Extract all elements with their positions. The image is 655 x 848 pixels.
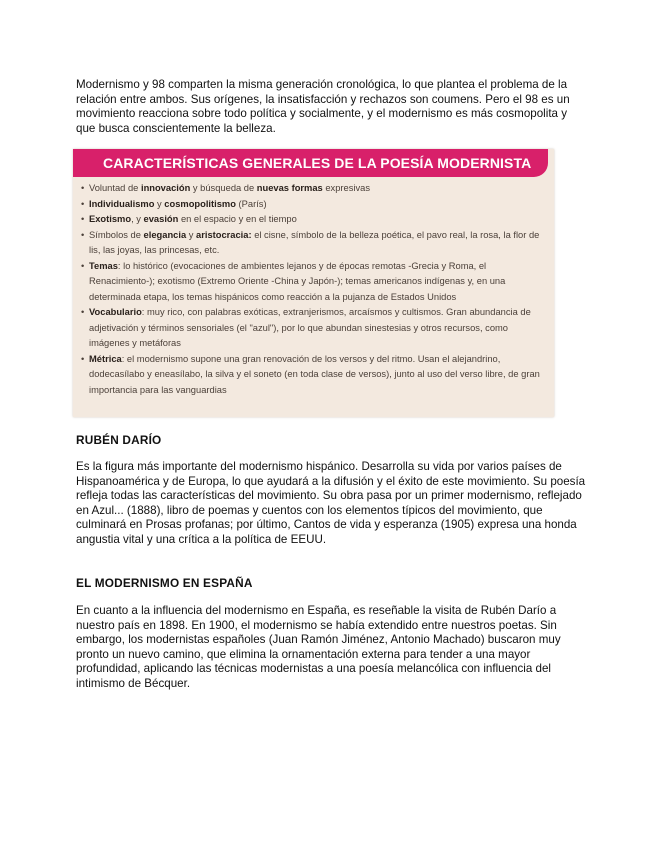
list-item bbox=[81, 181, 544, 197]
item-bold: nuevas formas bbox=[256, 183, 323, 193]
item-bold: Vocabulario bbox=[89, 307, 142, 317]
bullet-icon: • bbox=[81, 183, 85, 193]
list-item bbox=[81, 228, 544, 259]
item-text: : el modernismo supone una gran renovación de los versos y del ritmo. Usan el alejandrino, dodecasílabo y eneasílabo, la silva y el soneto (en toda clase de versos), junto al uso del verso libre, de gran importancia para las vanguardias bbox=[89, 353, 540, 395]
characteristics-box-title: CARACTERÍSTICAS GENERALES DE LA POESÍA MODERNISTA bbox=[73, 149, 548, 177]
item-text: y bbox=[186, 229, 197, 240]
list-item bbox=[81, 352, 544, 399]
item-text: : lo histórico (evocaciones de ambientes lejanos y de épocas remotas -Grecia y Roma, el Renacimiento-); exotismo (Extremo Oriente -China y Japón-); temas americanos indígenas y, en una determinada etapa, los temas hispánicos como reacción a la pujanza de Estados Unidos bbox=[89, 260, 506, 302]
list-item bbox=[81, 197, 544, 213]
section-heading-modernismo-espana: EL MODERNISMO EN ESPAÑA bbox=[76, 576, 253, 590]
item-text: y búsqueda de bbox=[190, 183, 257, 193]
item-text: en el espacio y en el tiempo bbox=[178, 214, 297, 224]
item-bold: Temas bbox=[89, 260, 118, 271]
list-item bbox=[81, 212, 544, 228]
item-text: el cisne, símbolo de la belleza poética, el pavo real, la rosa, la flor de lis, las joyas, las princesas, etc. bbox=[89, 229, 540, 255]
characteristics-list bbox=[73, 177, 554, 398]
section-heading-ruben-dario: RUBÉN DARÍO bbox=[76, 433, 162, 447]
bullet-icon: • bbox=[81, 307, 85, 317]
item-bold: Individualismo bbox=[89, 198, 155, 209]
bullet-icon: • bbox=[81, 214, 85, 224]
item-text: : muy rico, con palabras exóticas, extranjerismos, arcaísmos y cultismos. Gran abundancia de adjetivación y términos sensoriales (el "azul"), por lo que abundan sinestesias y otros recursos, como imágenes y metáforas bbox=[89, 307, 531, 348]
list-item bbox=[81, 259, 544, 306]
item-text: , y bbox=[131, 214, 144, 224]
item-text: (París) bbox=[235, 198, 267, 209]
intro-paragraph: Modernismo y 98 comparten la misma generación cronológica, lo que plantea el problema de la relación entre ambos. Sus orígenes, la insatisfacción y rechazos son coumens. Pero el 98 es un movimiento reacciona sobre todo política y socialmente, y el modernismo es más cosmopolita y que busca conscientemente la belleza. bbox=[76, 78, 570, 135]
item-bold: Métrica bbox=[89, 353, 122, 364]
item-bold: Exotismo bbox=[89, 214, 132, 224]
item-text: Símbolos de bbox=[89, 229, 144, 240]
item-bold: cosmopolitismo bbox=[164, 198, 236, 209]
item-bold: evasión bbox=[143, 214, 179, 224]
ruben-dario-paragraph: Es la figura más importante del modernismo hispánico. Desarrolla su vida por varios países de Hispanoamérica y de Europa, lo que ayudará a la difusión y el éxito de este movimiento. Su poesía refleja todas las características del movimiento. Su obra pasa por un primer modernismo, reflejado en Azul... (1888), libro de poemas y cuentos con los elementos típicos del movimiento, que culminará en Prosas profanas; por último, Cantos de vida y esperanza (1905) expresa una honda angustia vital y una crítica a la política de EEUU. bbox=[76, 460, 586, 546]
item-bold: innovación bbox=[140, 183, 191, 193]
modernismo-espana-paragraph: En cuanto a la influencia del modernismo en España, es reseñable la visita de Rubén Darío a nuestro país en 1898. En 1900, el modernismo se había extendido entre nuestros poetas. Sin embargo, los modernistas españoles (Juan Ramón Jiménez, Antonio Machado) buscaron muy pronto un nuevo camino, que elimina la ornamentación externa para tender a una mayor profundidad, aplicando las técnicas modernistas a una poesía melancólica con influencia del intimismo de Bécquer. bbox=[76, 604, 561, 690]
item-text: expresivas bbox=[322, 183, 371, 193]
characteristics-box bbox=[73, 149, 554, 417]
bullet-icon: • bbox=[81, 229, 85, 240]
item-bold: aristocracia: bbox=[196, 229, 252, 240]
item-bold: elegancia bbox=[143, 229, 187, 240]
list-item bbox=[81, 305, 544, 352]
bullet-icon: • bbox=[81, 198, 85, 209]
bullet-icon: • bbox=[81, 260, 85, 271]
item-text: Voluntad de bbox=[89, 183, 141, 193]
bullet-icon: • bbox=[81, 353, 85, 364]
item-text: y bbox=[154, 198, 165, 209]
